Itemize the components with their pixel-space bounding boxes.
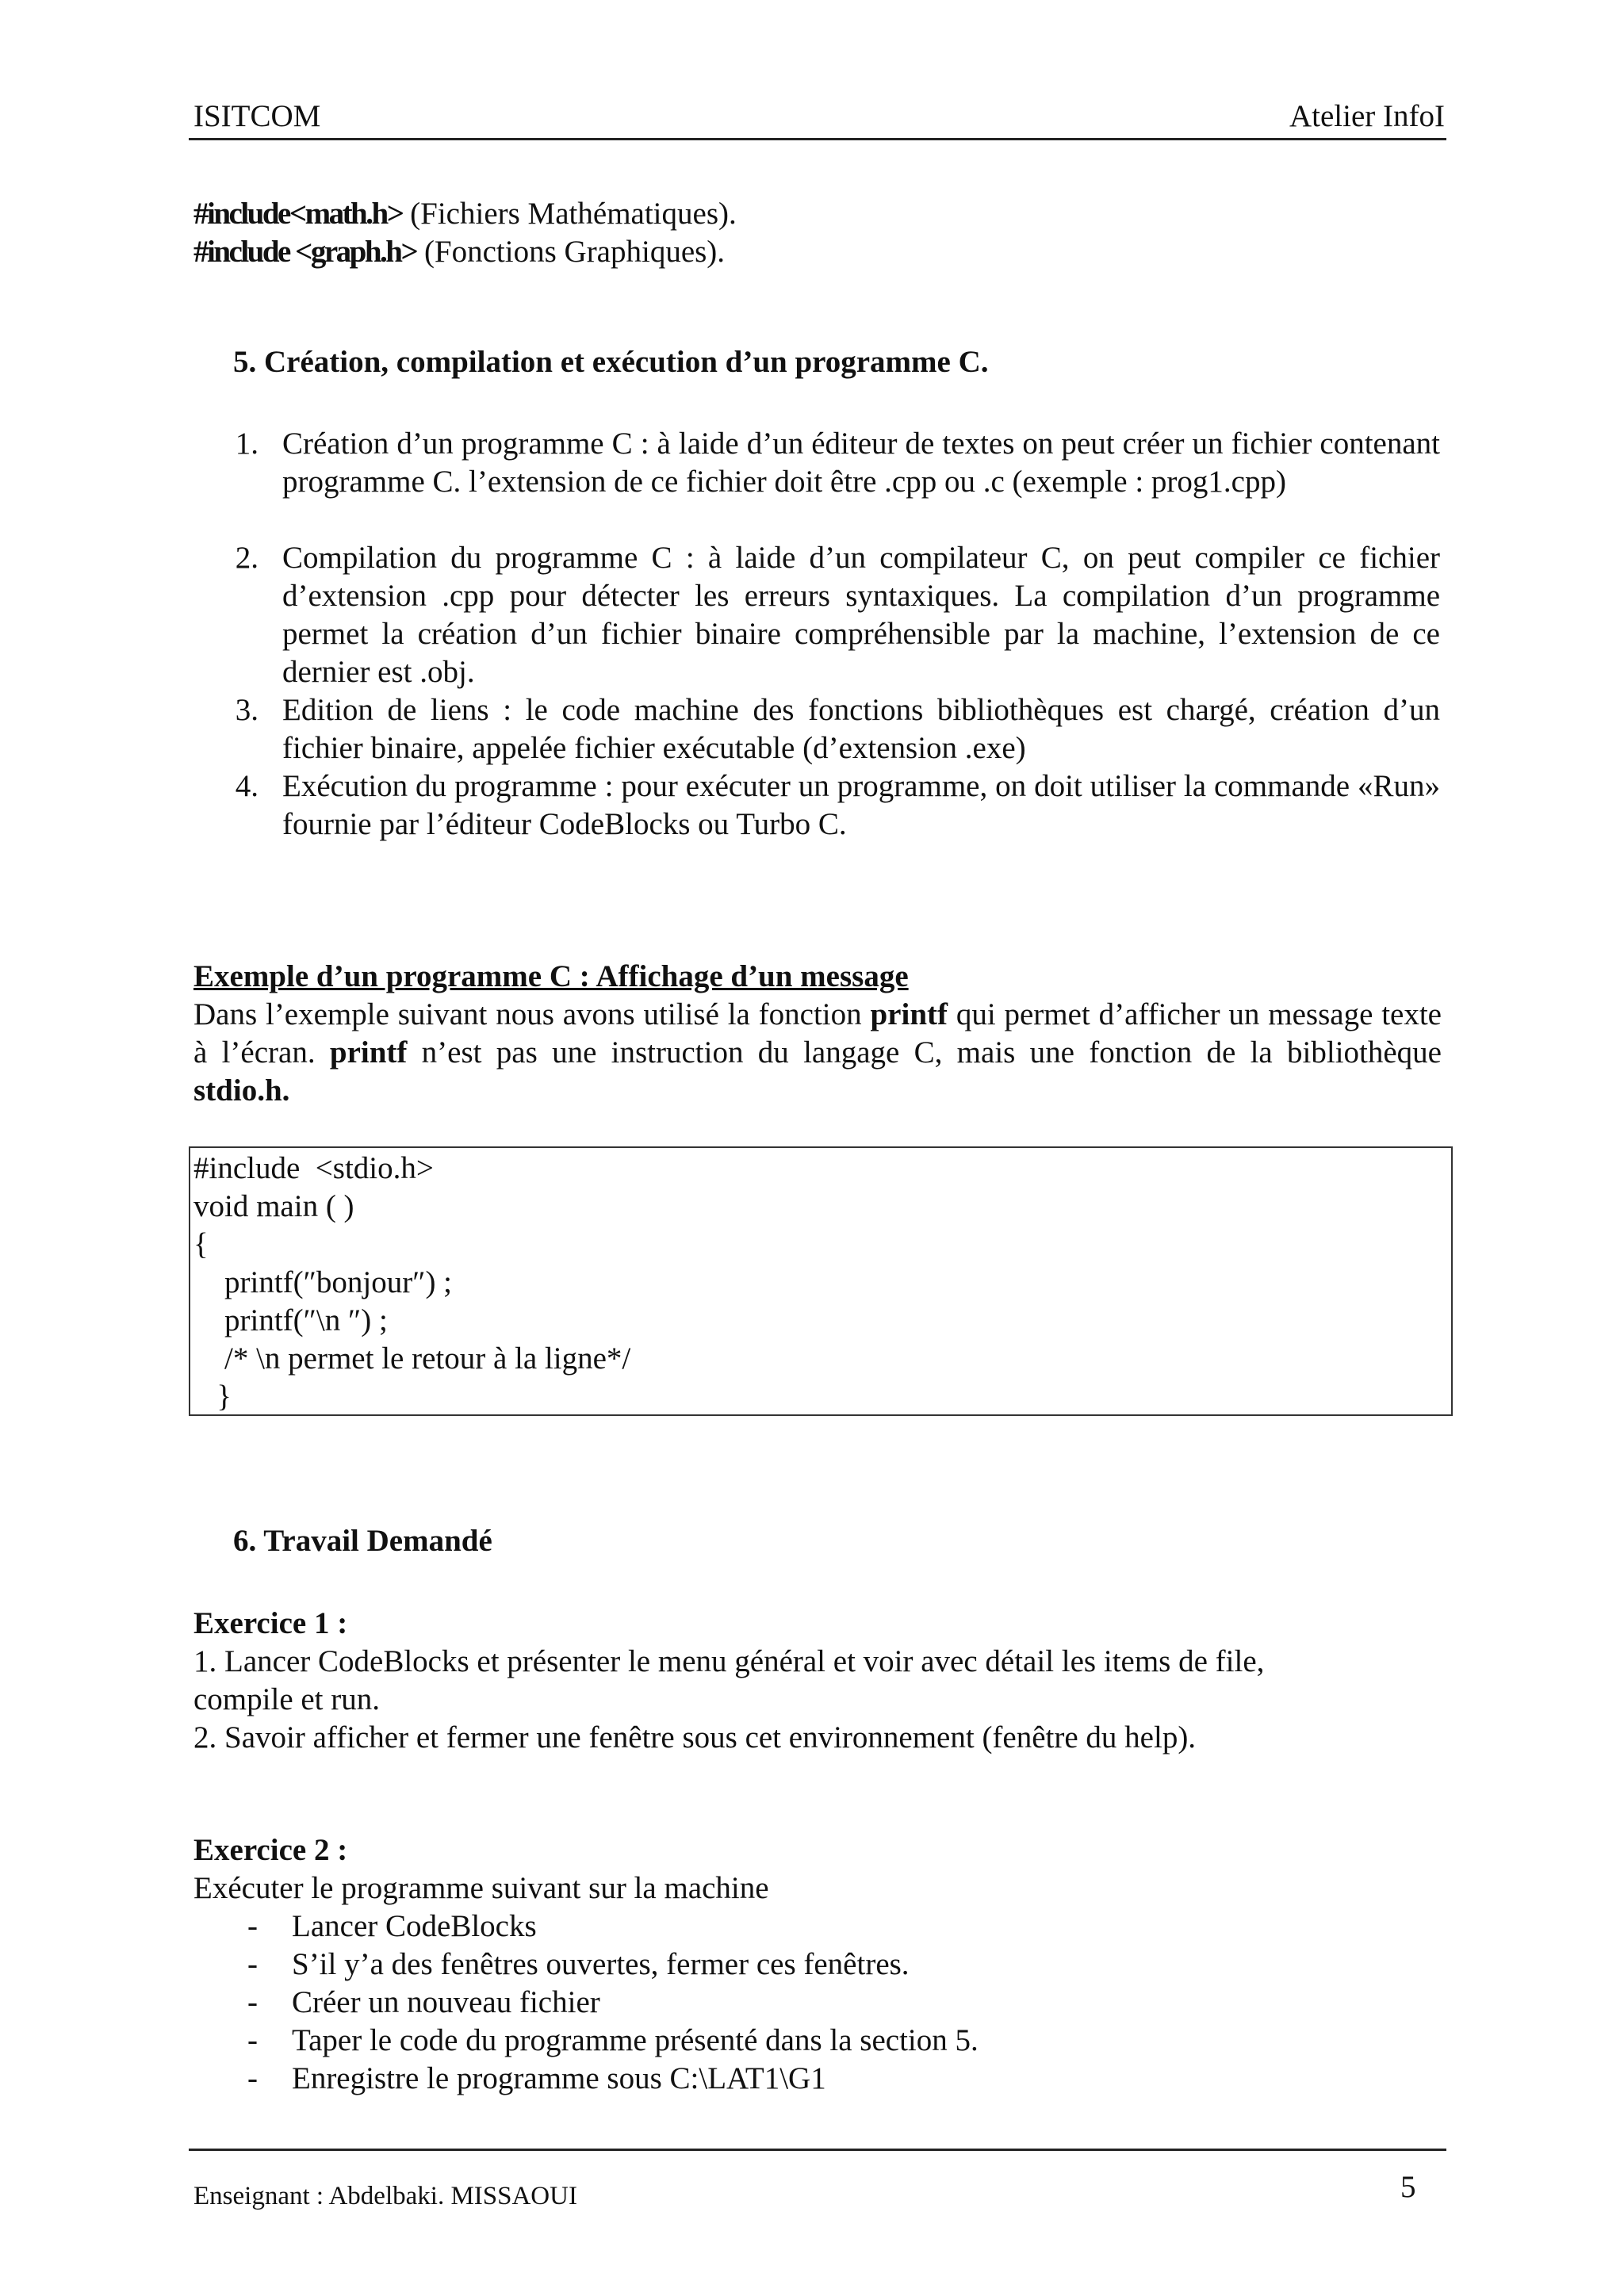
dash-bullet: - [247,1909,258,1943]
section5-title: 5. Création, compilation et exécution d’un programme C. [233,345,989,379]
example-printf-2: printf [329,1035,408,1070]
exercise2-step: Taper le code du programme présenté dans la section 5. [292,2023,979,2057]
list-item-text: Création d’un programme C : à laide d’un éditeur de textes on peut créer un fichier contenant programme C. l’extension de ce fichier doit être .cpp ou .c (exemple : prog1.cpp) [282,427,1440,499]
header-institution: ISITCOM [193,99,321,133]
code-line: } [193,1380,232,1414]
include-graph-code: #include <graph.h> [193,235,417,269]
list-item-text: Compilation du programme C : à laide d’un compilateur C, on peut compiler ce fichier d’extension .cpp pour détecter les erreurs syntaxiques. La compilation d’un programme permet la création d’un fichier binaire compréhensible par la machine, l’extension de ce dernier est .obj. [282,541,1440,689]
code-line: printf(″\n ″) ; [193,1303,388,1337]
example-text-1: Dans l’exemple suivant nous avons utilisé la fonction [193,997,871,1031]
exercise2-step: Créer un nouveau fichier [292,1985,600,2019]
dash-bullet: - [247,2061,258,2095]
include-math-code: #include<math.h> [193,197,403,231]
footer-teacher: Enseignant : Abdelbaki. MISSAOUI [193,2182,577,2210]
example-text-3: n’est pas une instruction du langage C, mais une fonction de la bibliothèque [407,1035,1442,1070]
code-line: { [193,1227,209,1261]
list-number: 1. [235,427,259,461]
example-stdio: stdio.h. [193,1073,290,1108]
include-graph-line [193,233,725,271]
include-math-desc: (Fichiers Mathématiques). [402,197,737,231]
code-line: #include <stdio.h> [193,1151,434,1185]
exercise2-step: Lancer CodeBlocks [292,1909,537,1943]
list-item-text: Exécution du programme : pour exécuter un programme, on doit utiliser la commande «Run» fournie par l’éditeur CodeBlocks ou Turbo C. [282,769,1440,841]
footer-rule [189,2149,1446,2151]
list-item-text: Edition de liens : le code machine des fonctions bibliothèques est chargé, création d’un fichier binaire, appelée fichier exécutable (d’extension .exe) [282,693,1440,765]
exercise1-line: compile et run. [193,1682,381,1716]
include-graph-desc: (Fonctions Graphiques). [416,235,726,269]
code-line: /* \n permet le retour à la ligne*/ [193,1341,631,1376]
header-rule [189,138,1446,140]
exercise1-title: Exercice 1 : [193,1606,348,1640]
example-paragraph [193,996,1442,1110]
example-printf-1: printf [870,997,948,1031]
exercise2-step: Enregistre le programme sous C:\LAT1\G1 [292,2061,826,2095]
exercise2-title: Exercice 2 : [193,1833,348,1867]
exercise1-line: 1. Lancer CodeBlocks et présenter le menu général et voir avec détail les items de file, [193,1644,1265,1678]
code-line: void main ( ) [193,1189,354,1223]
section6-title: 6. Travail Demandé [233,1524,492,1558]
header-course: Atelier InfoI [1289,99,1445,133]
code-line: printf(″bonjour″) ; [193,1265,453,1299]
dash-bullet: - [247,1947,258,1981]
exercise2-intro: Exécuter le programme suivant sur la machine [193,1871,769,1905]
list-number: 3. [235,693,259,727]
page-number: 5 [1400,2170,1416,2204]
example-text-2: qui permet d’afficher un message texte à l’écran. [193,997,1442,1070]
list-number: 4. [235,769,259,803]
example-title: Exemple d’un programme C : Affichage d’un message [193,959,909,993]
dash-bullet: - [247,1985,258,2019]
exercise1-line: 2. Savoir afficher et fermer une fenêtre sous cet environnement (fenêtre du help). [193,1720,1197,1755]
exercise2-step: S’il y’a des fenêtres ouvertes, fermer ces fenêtres. [292,1947,910,1981]
list-number: 2. [235,541,259,575]
include-math-line [193,195,737,233]
dash-bullet: - [247,2023,258,2057]
